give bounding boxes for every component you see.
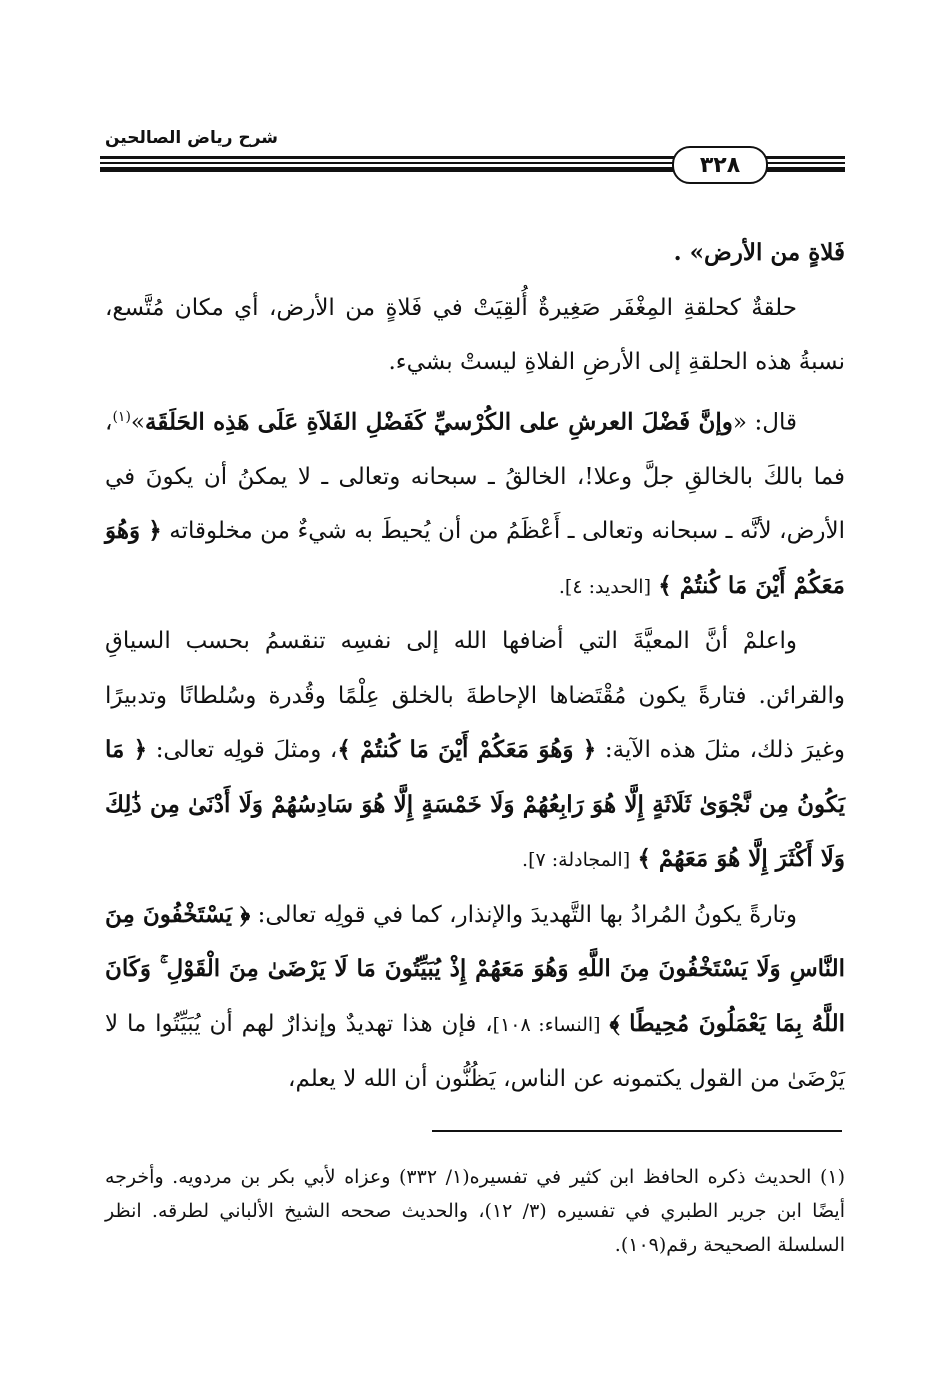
paragraph-5 <box>105 888 845 1107</box>
footnote-text: (١) الحديث ذكره الحافظ ابن كثير في تفسيره(١/ ٣٣٢) وعزاه لأبي بكر بن مردويه. وأخرجه أيضًا ابن جرير الطبري في تفسيره (٣/ ١٢)، والحديث صححه الشيخ الألباني لطرقه. انظر السلسلة الصحيحة رقم(١٠٩). <box>105 1166 845 1256</box>
quran-verse-mujadala: ﴿ مَا يَكُونُ مِن نَّجْوَىٰ ثَلَاثَةٍ إِلَّا هُوَ رَابِعُهُمْ وَلَا خَمْسَةٍ إِلَّا هُوَ سَادِسُهُمْ وَلَا أَدْنَىٰ مِن ذَٰلِكَ وَلَا أَكْثَرَ إِلَّا هُوَ مَعَهُمْ ﴾ <box>105 736 845 873</box>
hadith-close: » <box>130 409 145 436</box>
quran-verse-hadid-repeat: ﴿ وَهُوَ مَعَكُمْ أَيْنَ مَا كُنتُمْ ﴾ <box>337 736 597 764</box>
verse-reference-nisa: [النساء: ١٠٨] <box>492 1013 601 1036</box>
verse-reference-hadid: [الحديد: ٤]. <box>558 575 651 598</box>
paragraph-4-text: واعلمْ أنَّ المعيَّةَ التي أضافها الله إلى نفسِه تنقسمُ بحسب السياقِ والقرائن. فتارةً يكون مُقْتَضاها الإحاطةَ بالخلق عِلْمًا وقُدرة وسُلطانًا وتدبيرًا وغيرَ ذلك، مثلَ هذه الآية: <box>105 628 845 764</box>
paragraph-5-rest: ، فإن هذا تهديدٌ وإنذارٌ لهم أن يُبَيِّتُوا ما لا يَرْضَىٰ من القول يكتمونه عن الناس، يَظُنُّون أن الله لا يعلم، <box>105 1010 845 1093</box>
running-head-title: شرح رياض الصالحين <box>105 128 279 148</box>
footnote-marker[interactable]: (١) <box>112 408 131 425</box>
quran-verse-hadid: ﴿ وَهُوَ مَعَكُمْ أَيْنَ مَا كُنتُمْ ﴾ <box>105 517 845 599</box>
paragraph-3-rest: ، فما بالكَ بالخالقِ جلَّ وعلا!، الخالقُ ـ سبحانه وتعالى ـ لا يمكنُ أن يكونَ في الأرض، لأنَّه ـ سبحانه وتعالى ـ أَعْظَمُ من أن يُحيطَ به شيءٌ من مخلوقاته <box>105 409 846 545</box>
verse-reference-mujadala: [المجادلة: ٧]. <box>522 849 631 872</box>
page-number: ٣٢٨ <box>672 146 768 184</box>
footnote <box>105 1160 845 1262</box>
paragraph-1: فَلاةٍ من الأرض» . <box>673 239 845 266</box>
hadith-text: وإنَّ فَضْلَ العرشِ على الكُرْسيِّ كَفَضْلِ الفَلاَةِ عَلَى هَذِه الحَلَقَة <box>144 408 733 436</box>
main-text <box>105 226 845 1107</box>
paragraph-4-mid: ، ومثلَ قولِه تعالى: <box>155 737 338 764</box>
paragraph-4 <box>105 614 845 888</box>
paragraph-5-text: وتارةً يكونُ المُرادُ بها التَّهديدَ والإنذار، كما في قولِه تعالى: <box>257 901 797 928</box>
quran-verse-nisa: ﴿ يَسْتَخْفُونَ مِنَ النَّاسِ وَلَا يَسْتَخْفُونَ مِنَ اللَّهِ وَهُوَ مَعَهُمْ إِذْ يُبَيِّتُونَ مَا لَا يَرْضَىٰ مِنَ الْقَوْلِ ۚ وَكَانَ اللَّهُ بِمَا يَعْمَلُونَ مُحِيطًا ﴾ <box>105 900 846 1037</box>
paragraph-2: حلقةٌ كحلقةِ المِغْفَر صَغِيرةٌ أُلقِيَتْ في فَلاةٍ من الأرض، أي مكان مُتَّسع، نسبةُ هذه الحلقةِ إلى الأرضِ الفلاةِ ليستْ بشيء. <box>105 294 845 375</box>
paragraph-3 <box>105 390 845 615</box>
footnote-separator <box>432 1130 842 1132</box>
hadith-intro: قال: « <box>732 409 797 436</box>
